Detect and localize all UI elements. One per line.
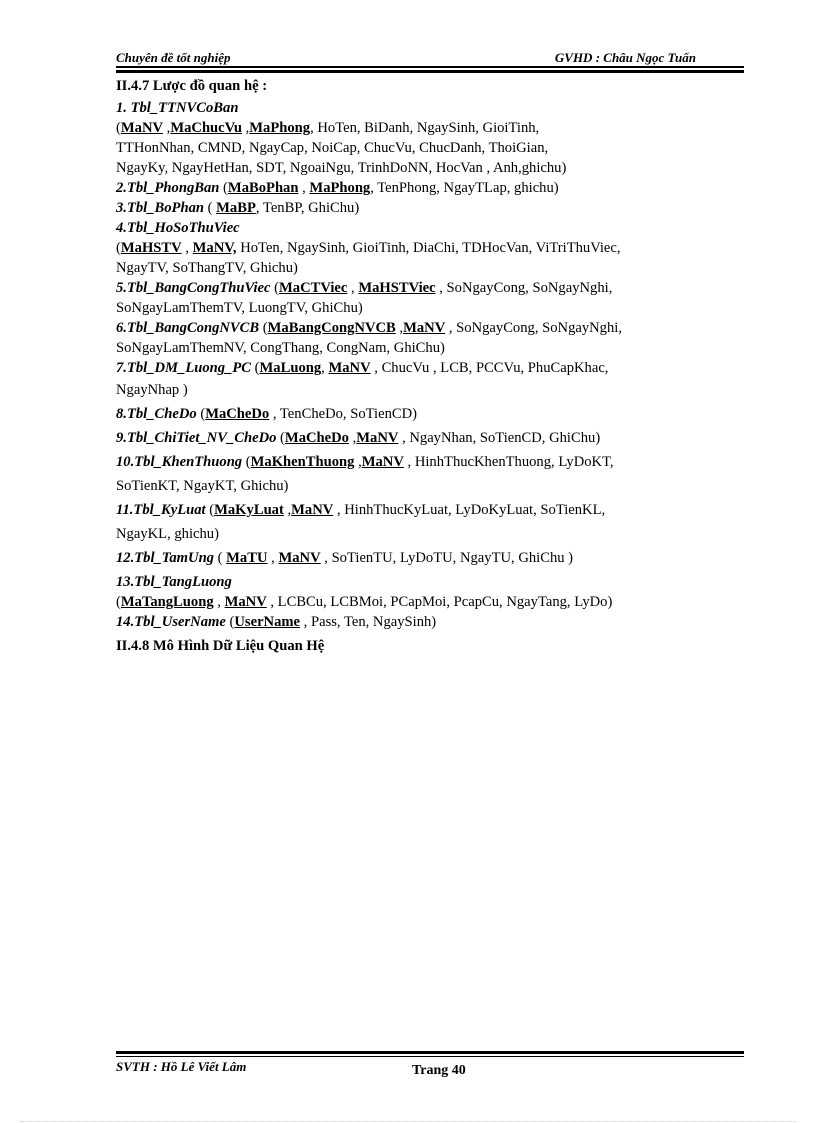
- field-list: (: [116, 594, 121, 610]
- table-entry-7: [116, 360, 608, 377]
- field-list: ,: [395, 320, 404, 336]
- footer-rule-thick: [116, 1051, 744, 1054]
- field-list: ,: [213, 594, 225, 610]
- field-list: (: [203, 200, 217, 216]
- table-entry-1-fields: [116, 120, 539, 137]
- footer-author: SVTH : Hồ Lê Viết Lâm: [116, 1059, 247, 1074]
- table-name: 2.Tbl_PhongBan: [116, 180, 220, 196]
- field-list: (: [116, 120, 121, 136]
- table-entry-6-fields-cont: SoNgayLamThemNV, CongThang, CongNam, GhiChu): [116, 340, 445, 356]
- table-entry-7-fields-cont: NgayNhap ): [116, 382, 188, 398]
- field-list: ,: [298, 180, 310, 196]
- table-entry-13-fields: [116, 594, 612, 611]
- primary-key-field: MaKyLuat: [214, 502, 284, 518]
- table-name: 3.Tbl_BoPhan: [116, 200, 204, 216]
- section-heading-schema: II.4.7 Lược đồ quan hệ :: [116, 78, 268, 94]
- primary-key-field: MaNV: [224, 594, 267, 610]
- field-list: (: [259, 320, 268, 336]
- table-entry-1: [116, 100, 238, 117]
- field-list: (: [116, 240, 121, 256]
- primary-key-field: MaCheDo: [205, 406, 270, 422]
- table-entry-10: [116, 454, 614, 471]
- field-list: (: [242, 454, 251, 470]
- primary-key-field: MaNV: [361, 454, 404, 470]
- table-name: 4.Tbl_HoSoThuViec: [116, 220, 240, 236]
- field-list: , TenPhong, NgayTLap, ghichu): [370, 180, 559, 196]
- table-entry-12: [116, 550, 573, 567]
- primary-key-field: MaNV: [356, 430, 399, 446]
- table-name: 9.Tbl_ChiTiet_NV_CheDo: [116, 430, 277, 446]
- field-list: ,: [267, 550, 279, 566]
- table-name: 13.Tbl_TangLuong: [116, 574, 232, 590]
- field-list: ,: [347, 280, 359, 296]
- field-list: , Pass, Ten, NgaySinh): [300, 614, 437, 630]
- primary-key-field: MaNV: [403, 320, 446, 336]
- field-list: (: [219, 180, 228, 196]
- field-list: (: [196, 406, 206, 422]
- table-entry-1-fields-cont: TTHonNhan, CMND, NgayCap, NoiCap, ChucVu, ChucDanh, ThoiGian,: [116, 140, 549, 156]
- table-entry-9: [116, 430, 600, 447]
- table-name: 12.Tbl_TamUng: [116, 550, 214, 566]
- primary-key-field: MaCheDo: [284, 430, 349, 446]
- section-heading-model: II.4.8 Mô Hình Dữ Liệu Quan Hệ: [116, 638, 325, 654]
- primary-key-field: MaCTViec: [279, 280, 348, 296]
- primary-key-field: MaNV: [291, 502, 334, 518]
- field-list: (: [251, 360, 260, 376]
- header-left-text: Chuyên đề tốt nghiệp: [116, 50, 231, 65]
- field-list: (: [213, 550, 227, 566]
- table-entry-4-fields: [116, 240, 621, 257]
- field-list: , ChucVu , LCB, PCCVu, PhuCapKhac,: [370, 360, 609, 376]
- table-entry-4: [116, 220, 240, 237]
- table-entry-5-fields-cont: SoNgayLamThemTV, LuongTV, GhiChu): [116, 300, 363, 316]
- table-entry-14: [116, 614, 436, 631]
- table-entry-3: [116, 200, 359, 217]
- field-list: , TenCheDo, SoTienCD): [269, 406, 418, 422]
- field-list: , LCBCu, LCBMoi, PCapMoi, PcapCu, NgayTang, LyDo): [266, 594, 613, 610]
- primary-key-field: MaHSTViec: [358, 280, 436, 296]
- table-name: 10.Tbl_KhenThuong: [116, 454, 243, 470]
- field-list: (: [270, 280, 279, 296]
- field-list: ,: [163, 120, 171, 136]
- field-list: (: [276, 430, 285, 446]
- field-list: ,: [283, 502, 292, 518]
- field-list: , SoNgayCong, SoNgayNghi,: [435, 280, 613, 296]
- header-rule-thin: [116, 66, 744, 68]
- field-list: (: [205, 502, 215, 518]
- primary-key-field: MaTangLuong: [120, 594, 214, 610]
- footer-rule-thin: [116, 1056, 744, 1057]
- field-list: , HinhThucKyLuat, LyDoKyLuat, SoTienKL,: [333, 502, 606, 518]
- table-name: 14.Tbl_UserName: [116, 614, 226, 630]
- primary-key-field: MaBangCongNVCB: [267, 320, 396, 336]
- primary-key-field: MaPhong: [309, 180, 371, 196]
- primary-key-field: MaBP: [216, 200, 256, 216]
- primary-key-field: MaHSTV: [120, 240, 182, 256]
- field-list: , SoNgayCong, SoNgayNghi,: [445, 320, 622, 336]
- primary-key-field: MaKhenThuong: [250, 454, 355, 470]
- table-name: 5.Tbl_BangCongThuViec: [116, 280, 271, 296]
- table-entry-11-fields-cont: NgayKL, ghichu): [116, 526, 219, 542]
- table-entry-11: [116, 502, 605, 519]
- primary-key-field: MaNV,: [192, 240, 237, 256]
- field-list: ,: [181, 240, 193, 256]
- primary-key-field: MaPhong: [249, 120, 311, 136]
- table-name: 6.Tbl_BangCongNVCB: [116, 320, 260, 336]
- table-entry-13: [116, 574, 232, 591]
- field-list: ,: [354, 454, 362, 470]
- field-list: ,: [321, 360, 329, 376]
- table-name: 7.Tbl_DM_Luong_PC: [116, 360, 252, 376]
- field-list: HoTen, NgaySinh, GioiTinh, DiaChi, TDHocVan, ViTriThuViec,: [236, 240, 621, 256]
- primary-key-field: MaNV: [278, 550, 321, 566]
- field-list: ,: [348, 430, 357, 446]
- field-list: (: [225, 614, 235, 630]
- table-name: 8.Tbl_CheDo: [116, 406, 197, 422]
- table-name: 11.Tbl_KyLuat: [116, 502, 206, 518]
- table-entry-5: [116, 280, 612, 297]
- field-list: ,: [241, 120, 250, 136]
- field-list: , HinhThucKhenThuong, LyDoKT,: [403, 454, 614, 470]
- primary-key-field: MaNV: [328, 360, 371, 376]
- table-entry-4-fields-cont: NgayTV, SoThangTV, Ghichu): [116, 260, 298, 276]
- primary-key-field: MaTU: [226, 550, 268, 566]
- primary-key-field: MaNV: [120, 120, 164, 136]
- field-list: , TenBP, GhiChu): [255, 200, 360, 216]
- field-list: , HoTen, BiDanh, NgaySinh, GioiTinh,: [310, 120, 540, 136]
- table-entry-1-fields-cont: NgayKy, NgayHetHan, SDT, NgoaiNgu, TrinhDoNN, HocVan , Anh,ghichu): [116, 160, 567, 176]
- header-right-text: GVHD : Châu Ngọc Tuấn: [554, 50, 696, 65]
- field-list: , NgayNhan, SoTienCD, GhiChu): [398, 430, 601, 446]
- table-name: 1. Tbl_TTNVCoBan: [116, 100, 239, 116]
- primary-key-field: UserName: [234, 614, 301, 630]
- table-entry-6: [116, 320, 622, 337]
- primary-key-field: MaBoPhan: [227, 180, 299, 196]
- page-number: Trang 40: [412, 1063, 466, 1078]
- primary-key-field: MaChucVu: [170, 120, 242, 136]
- table-entry-8: [116, 406, 417, 423]
- page-edge-divider: [20, 1121, 796, 1122]
- field-list: , SoTienTU, LyDoTU, NgayTU, GhiChu ): [320, 550, 574, 566]
- table-entry-2: [116, 180, 559, 197]
- table-entry-10-fields-cont: SoTienKT, NgayKT, Ghichu): [116, 478, 289, 494]
- header-rule-thick: [116, 70, 744, 73]
- primary-key-field: MaLuong: [259, 360, 322, 376]
